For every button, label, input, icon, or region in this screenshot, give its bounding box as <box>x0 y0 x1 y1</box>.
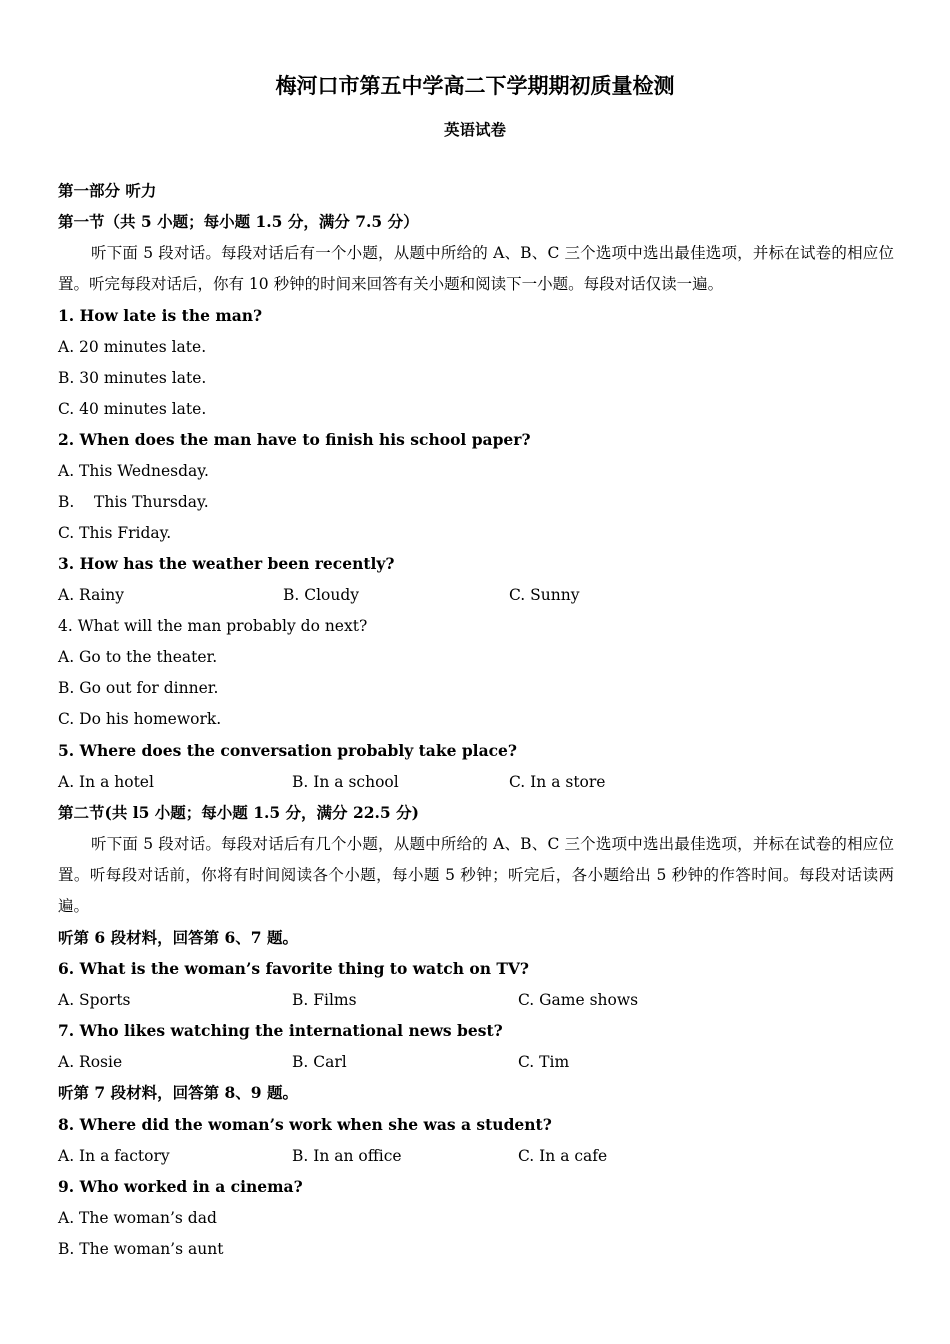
question-6-option-a: A. Sports <box>58 991 131 1009</box>
exam-subtitle: 英语试卷 <box>443 120 506 139</box>
question-3-option-b: B. Cloudy <box>283 586 360 604</box>
question-4-option-c: C. Do his homework. <box>58 710 222 728</box>
question-5-option-a: A. In a hotel <box>58 773 154 791</box>
question-9-stem: 9. Who worked in a cinema? <box>58 1177 303 1196</box>
question-5-stem: 5. Where does the conversation probably take place? <box>58 741 517 760</box>
question-9-option-b: B. The woman’s aunt <box>58 1240 224 1258</box>
question-8-option-a: A. In a factory <box>58 1147 170 1165</box>
question-5-option-c: C. In a store <box>509 773 606 791</box>
question-4-option-a: A. Go to the theater. <box>58 648 218 666</box>
question-8-stem: 8. Where did the woman’s work when she was a student? <box>58 1115 552 1134</box>
question-5-option-b: B. In a school <box>292 773 399 791</box>
question-7-option-a: A. Rosie <box>58 1053 123 1071</box>
question-7-option-b: B. Carl <box>292 1053 347 1071</box>
question-2-option-a: A. This Wednesday. <box>58 462 209 480</box>
question-6-stem: 6. What is the woman’s favorite thing to watch on TV? <box>58 959 530 978</box>
question-1-stem: 1. How late is the man? <box>58 306 263 325</box>
question-2-stem: 2. When does the man have to finish his school paper? <box>58 430 531 449</box>
section2-heading: 第二节(共 l5 小题；每小题 1.5 分，满分 22.5 分) <box>58 803 419 822</box>
question-1-option-c: C. 40 minutes late. <box>58 400 207 418</box>
question-2-option-b: B. This Thursday. <box>58 493 209 511</box>
part1-heading: 第一部分 听力 <box>58 181 157 200</box>
question-1-option-b: B. 30 minutes late. <box>58 369 207 387</box>
question-3-stem: 3. How has the weather been recently? <box>58 554 395 573</box>
question-7-stem: 7. Who likes watching the international news best? <box>58 1021 503 1040</box>
question-4-option-b: B. Go out for dinner. <box>58 679 219 697</box>
section1-heading: 第一节（共 5 小题；每小题 1.5 分，满分 7.5 分） <box>58 212 419 231</box>
question-7-option-c: C. Tim <box>518 1053 570 1071</box>
exam-title: 梅河口市第五中学高二下学期期初质量检测 <box>275 73 675 98</box>
material-6-heading: 听第 6 段材料，回答第 6、7 题。 <box>58 928 298 947</box>
question-3-option-a: A. Rainy <box>58 586 125 604</box>
question-8-option-b: B. In an office <box>292 1147 402 1165</box>
question-9-option-a: A. The woman’s dad <box>58 1209 217 1227</box>
question-8-option-c: C. In a cafe <box>518 1147 608 1165</box>
question-2-option-c: C. This Friday. <box>58 524 172 542</box>
question-4-stem: 4. What will the man probably do next? <box>58 617 368 635</box>
question-3-option-c: C. Sunny <box>509 586 580 604</box>
question-6-option-b: B. Films <box>292 991 357 1009</box>
material-7-heading: 听第 7 段材料，回答第 8、9 题。 <box>58 1083 298 1102</box>
section2-instruction: 听下面 5 段对话。每段对话后有几个小题，从题中所给的 A、B、C 三个选项中选出最佳选项，并标在试卷的相应位置。听每段对话前，你将有时间阅读各个小题，每小题 5 秒钟；听完后，各小题给出 5 秒钟的作答时间。每段对话读两遍。 <box>58 835 894 915</box>
question-1-option-a: A. 20 minutes late. <box>58 338 207 356</box>
question-6-option-c: C. Game shows <box>518 991 639 1009</box>
section1-instruction: 听下面 5 段对话。每段对话后有一个小题，从题中所给的 A、B、C 三个选项中选出最佳选项，并标在试卷的相应位置。听完每段对话后，你有 10 秒钟的时间来回答有关小题和阅读下一小题。每段对话仅读一遍。 <box>58 244 894 293</box>
